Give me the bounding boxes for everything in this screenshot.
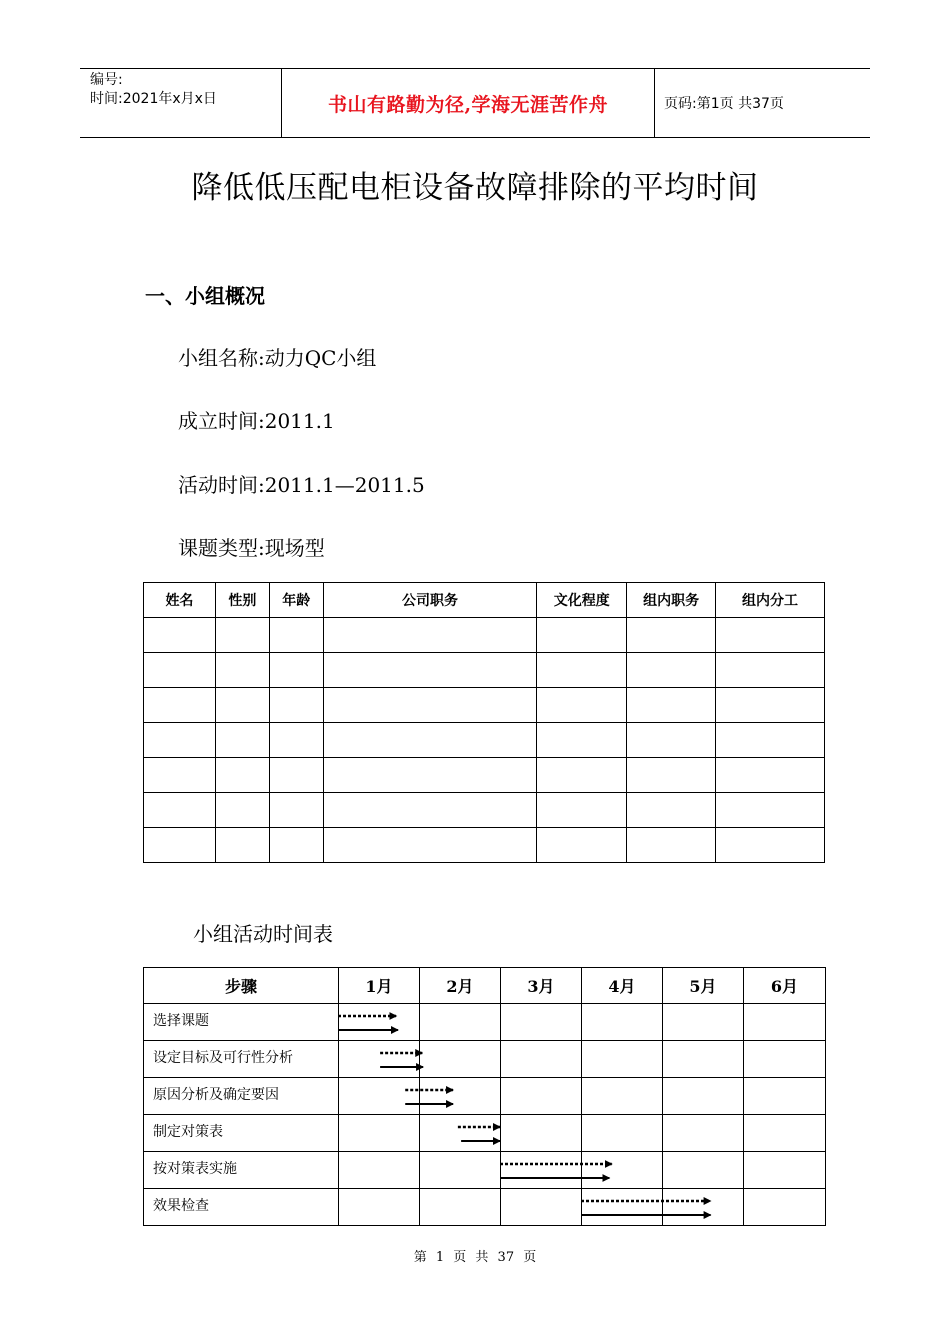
motto-text: 书山有路勤为径,学海无涯苦作舟 [282,69,655,137]
header-left-cell [80,69,282,137]
number-label: 编号: [90,72,123,88]
schedule-table [143,967,826,1226]
header-gender: 性别 [215,583,269,618]
table-row [144,653,825,688]
step-name: 选择课题 [144,1004,339,1041]
table-header-row [144,583,825,618]
step-header: 步骤 [144,968,339,1004]
step-name: 效果检查 [144,1189,339,1226]
table-row [144,758,825,793]
month-header: 4月 [582,968,663,1004]
time-text: 时间:2021年x月x日 [90,91,217,107]
header-age: 年龄 [269,583,323,618]
step-name: 制定对策表 [144,1115,339,1152]
page-header [80,68,870,138]
document-title: 降低低压配电柜设备故障排除的平均时间 [191,170,759,206]
header-group-duty: 组内分工 [716,583,825,618]
header-education: 文化程度 [537,583,627,618]
schedule-row [144,1041,826,1078]
table-row [144,618,825,653]
activity-time-line: 活动时间:2011.1—2011.5 [178,473,425,497]
section-heading: 一、小组概况 [145,284,265,308]
group-name-line: 小组名称:动力QC小组 [178,346,377,370]
header-group-role: 组内职务 [627,583,716,618]
page-footer: 第 1 页 共 37 页 [413,1250,537,1265]
month-header: 3月 [501,968,582,1004]
month-header: 5月 [663,968,744,1004]
page-indicator: 页码:第1页 共37页 [664,96,784,112]
schedule-row [144,1152,826,1189]
month-header: 2月 [420,968,501,1004]
schedule-row [144,1189,826,1226]
step-name: 按对策表实施 [144,1152,339,1189]
topic-type-line: 课题类型:现场型 [178,536,325,560]
table-row [144,793,825,828]
header-name: 姓名 [144,583,216,618]
schedule-row [144,1078,826,1115]
schedule-row [144,1004,826,1041]
header-position: 公司职务 [323,583,537,618]
schedule-row [144,1115,826,1152]
member-table [143,582,825,863]
table-row [144,723,825,758]
schedule-title: 小组活动时间表 [193,922,333,946]
founded-line: 成立时间:2011.1 [178,409,335,433]
month-header: 6月 [744,968,826,1004]
table-row [144,828,825,863]
table-row [144,688,825,723]
step-name: 设定目标及可行性分析 [144,1041,339,1078]
schedule-header-row [144,968,826,1004]
month-header: 1月 [339,968,420,1004]
step-name: 原因分析及确定要因 [144,1078,339,1115]
